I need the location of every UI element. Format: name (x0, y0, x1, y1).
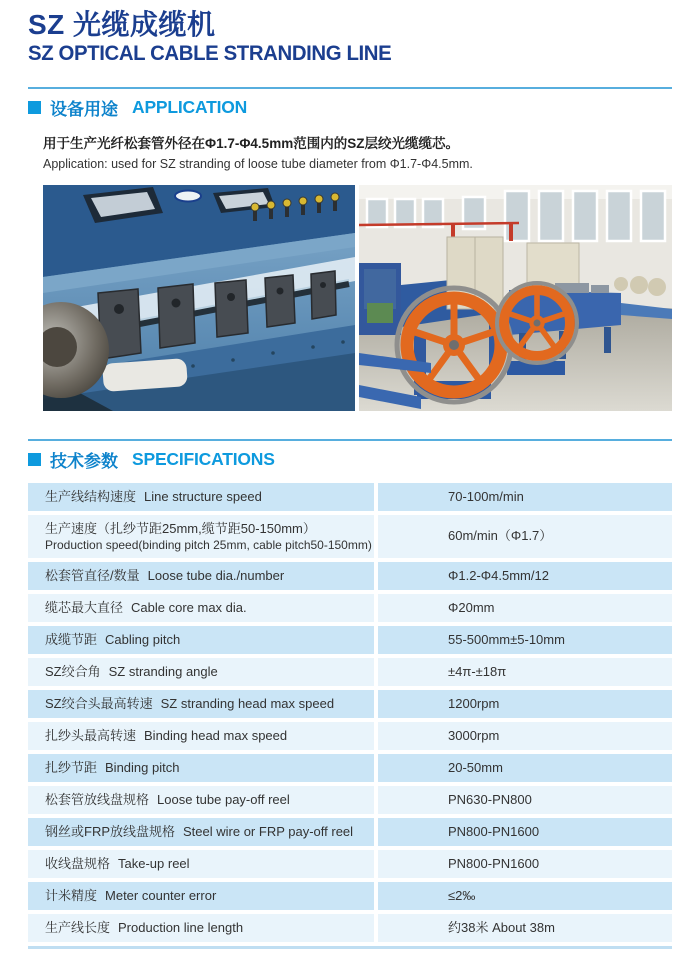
spec-value: PN630-PN800 (378, 786, 672, 814)
spec-param: 松套管放线盘规格 Loose tube pay-off reel (28, 786, 374, 814)
spec-param: SZ绞合头最高转速 SZ stranding head max speed (28, 690, 374, 718)
spec-row (28, 562, 672, 590)
spec-value: Φ1.2-Φ4.5mm/12 (378, 562, 672, 590)
spec-row (28, 754, 672, 782)
bottom-divider (28, 946, 672, 949)
spec-value: ≤2‰ (378, 882, 672, 910)
spec-value: 1200rpm (378, 690, 672, 718)
application-label-zh: 设备用途 (50, 99, 118, 119)
spec-table (28, 483, 672, 942)
page-subtitle: SZ OPTICAL CABLE STRANDING LINE (28, 41, 392, 65)
application-desc-zh: 用于生产光纤松套管外径在Φ1.7-Φ4.5mm范围内的SZ层绞光缆缆芯。 (43, 135, 459, 151)
spec-param: SZ绞合角 SZ stranding angle (28, 658, 374, 686)
photo-strip (43, 185, 672, 411)
spec-row (28, 658, 672, 686)
spec-row (28, 850, 672, 878)
specifications-section-header (28, 448, 672, 471)
spec-value: ±4π-±18π (378, 658, 672, 686)
spec-row (28, 483, 672, 511)
application-section-header (28, 96, 672, 119)
spec-value: 55-500mm±5-10mm (378, 626, 672, 654)
spec-row (28, 882, 672, 910)
application-label-en: APPLICATION (132, 96, 248, 117)
spec-row (28, 690, 672, 718)
application-description (43, 132, 672, 171)
specifications-label-en: SPECIFICATIONS (132, 448, 275, 469)
spec-row (28, 515, 672, 558)
specifications-label-zh: 技术参数 (50, 451, 118, 471)
spec-row (28, 594, 672, 622)
section-bullet-icon (28, 453, 41, 466)
mid-divider (28, 439, 672, 441)
spec-param: 生产线结构速度 Line structure speed (28, 483, 374, 511)
spec-value: 70-100m/min (378, 483, 672, 511)
spec-param: 松套管直径/数量 Loose tube dia./number (28, 562, 374, 590)
spec-value: 20-50mm (378, 754, 672, 782)
production-line-hall-photo (359, 185, 672, 411)
spec-param: 缆芯最大直径 Cable core max dia. (28, 594, 374, 622)
spec-value: 约38米 About 38m (378, 914, 672, 942)
stranding-machine-illustration (43, 185, 355, 411)
spec-param: 生产线长度 Production line length (28, 914, 374, 942)
spec-param: 计米精度 Meter counter error (28, 882, 374, 910)
stranding-machine-closeup-photo (43, 185, 355, 411)
spec-value: PN800-PN1600 (378, 818, 672, 846)
spec-param: 生产速度（扎纱节距25mm,缆节距50-150mm） Production speed(binding pitch 25mm, cable pitch50-150mm) (28, 515, 374, 558)
spec-row (28, 722, 672, 750)
spec-param: 扎纱头最高转速 Binding head max speed (28, 722, 374, 750)
spec-value: 60m/min（Φ1.7） (378, 515, 672, 558)
spec-row (28, 818, 672, 846)
production-line-illustration (359, 185, 672, 411)
top-divider (28, 87, 672, 89)
spec-param: 收线盘规格 Take-up reel (28, 850, 374, 878)
spec-value: PN800-PN1600 (378, 850, 672, 878)
section-bullet-icon (28, 101, 41, 114)
spec-row (28, 786, 672, 814)
spec-value: 3000rpm (378, 722, 672, 750)
spec-row (28, 914, 672, 942)
page-title: SZ 光缆成缆机 (28, 9, 216, 40)
spec-value: Φ20mm (378, 594, 672, 622)
spec-param: 扎纱节距 Binding pitch (28, 754, 374, 782)
application-desc-en: Application: used for SZ stranding of loose tube diameter from Φ1.7-Φ4.5mm. (43, 156, 473, 171)
spec-param: 钢丝或FRP放线盘规格 Steel wire or FRP pay-off reel (28, 818, 374, 846)
spec-row (28, 626, 672, 654)
spec-param: 成缆节距 Cabling pitch (28, 626, 374, 654)
